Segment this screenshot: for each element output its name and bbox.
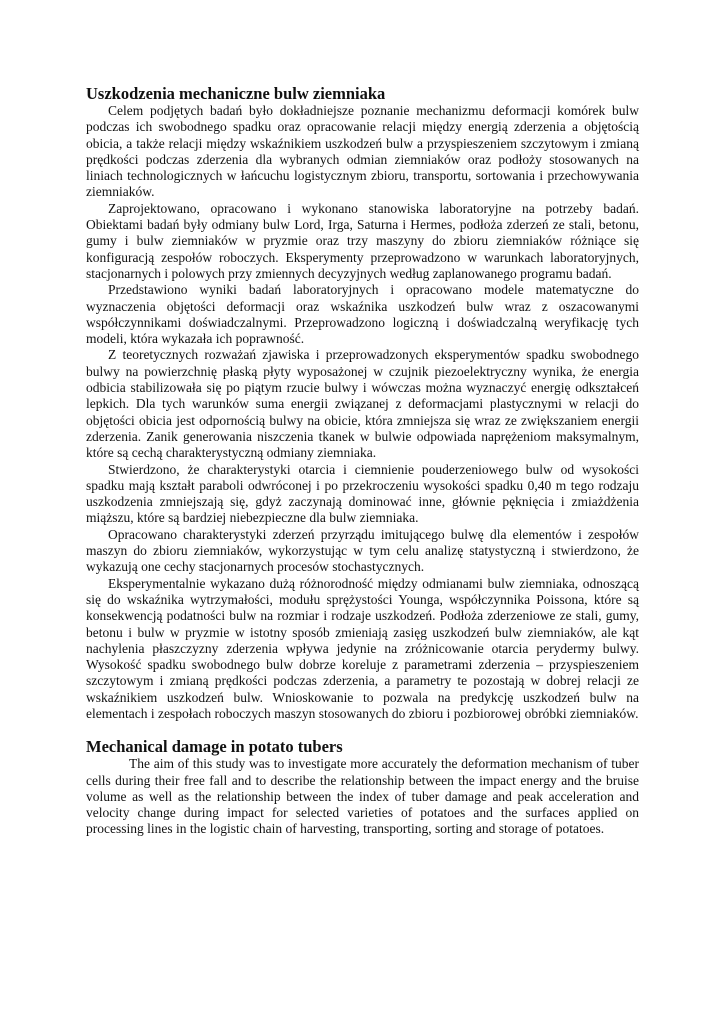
section-title-english: Mechanical damage in potato tubers (86, 737, 343, 757)
document-body (86, 84, 639, 838)
paragraph: Zaprojektowano, opracowano i wykonano stanowiska laboratoryjne na potrzeby badań. Obiektami badań były odmiany bulw Lord, Irga, Saturna i Hermes, podłoża zderzeń ze stali, betonu, gumy i bulw ziemniaków w pryzmie oraz trzy maszyny do zbioru ziemniaków różniące się konfiguracją zespołów roboczych. Eksperymenty przeprowadzono w warunkach laboratoryjnych, stacjonarnych i polowych przy zmiennych decyzyjnych według zaplanowanego programu badań. (86, 200, 639, 281)
paragraph: Z teoretycznych rozważań zjawiska i przeprowadzonych eksperymentów spadku swobodnego bulwy na powierzchnię płaską płyty wyposażonej w czujnik piezoelektryczny wynika, że energia odbicia stabilizowała się po piątym rzucie bulwy i wówczas można wyznaczyć energię odkształceń lepkich. Dla tych warunków suma energii związanej z deformacjami plastycznymi w relacji do objętości obicia jest odpornością bulwy na obicie, która zmniejsza się wraz ze zwiększaniem energii zderzenia. Zanik generowania niszczenia tkanek w bulwie odpowiada naprężeniom maksymalnym, które są cechą charakterystyczną odmiany ziemniaka. (86, 347, 639, 461)
paragraph: Stwierdzono, że charakterystyki otarcia i ciemnienie pouderzeniowego bulw od wysokości spadku mają kształt paraboli odwróconej i po przekroczeniu wysokości spadku 0,40 m tego rodzaju uszkodzenia zmniejszają się, gdyż zaczynają dominować inne, głównie pęknięcia i zmiażdżenia miąższu, które są bardziej niebezpieczne dla bulw ziemniaka. (86, 461, 639, 526)
paragraph: Opracowano charakterystyki zderzeń przyrządu imitującego bulwę dla elementów i zespołów maszyn do zbioru ziemniaków, wykorzystując w tym celu analizę statystyczną i stwierdzono, że wykazują one cechy stacjonarnych procesów stochastycznych. (86, 526, 639, 575)
paragraph: Przedstawiono wyniki badań laboratoryjnych i opracowano modele matematyczne do wyznaczenia objętości deformacji oraz wskaźnika uszkodzeń bulw wraz z oszacowanymi współczynnikami doświadczalnymi. Przeprowadzono logiczną i doświadczalną weryfikację tych modeli, która wykazała ich poprawność. (86, 282, 639, 347)
paragraph: Celem podjętych badań było dokładniejsze poznanie mechanizmu deformacji komórek bulw podczas ich swobodnego spadku oraz opracowanie relacji między energią zderzenia a objętością obicia, a także relacji między wskaźnikiem uszkodzeń bulw a przyspieszeniem szczytowym i zmianą prędkości podczas zderzenia dla wybranych odmian ziemniaków oraz podłoży stosowanych na liniach technologicznych w łańcuchu logistycznym zbioru, transportu, sortowania i przechowywania ziemniaków. (86, 103, 639, 200)
paragraph: Eksperymentalnie wykazano dużą różnorodność między odmianami bulw ziemniaka, odnoszącą się do wskaźnika wytrzymałości, modułu sprężystości Younga, współczynnika Poissona, które są konsekwencją podatności bulw na rozmiar i rodzaje uszkodzeń. Podłoża zderzeniowe ze stali, gumy, betonu i bulw w pryzmie w istotny sposób zmieniają zasięg uszkodzeń bulw ziemniaków, ale kąt nachylenia płaszczyzny zderzenia wpływa jedynie na zróżnicowanie otarcia perydermy bulwy. Wysokość spadku swobodnego bulw dobrze koreluje z parametrami zderzenia – przyspieszeniem szczytowym i zmianą prędkości podczas zderzenia, a parametry te pozostają w dobrej relacji ze wskaźnikiem uszkodzeń bulw. Wnioskowanie to pozwala na predykcję uszkodzeń bulw na elementach i zespołach roboczych maszyn stosowanych do zbioru i pozbiorowej obróbki ziemniaków. (86, 575, 639, 721)
section-title-polish: Uszkodzenia mechaniczne bulw ziemniaka (86, 84, 386, 103)
paragraph: The aim of this study was to investigate more accurately the deformation mechanism of tuber cells during their free fall and to describe the relationship between the impact energy and the bruise volume as well as the relationship between the index of tuber damage and peak acceleration and velocity change during impact for selected varieties of potatoes and the surfaces applied on processing lines in the logistic chain of harvesting, transporting, sorting and storage of potatoes. (86, 756, 639, 837)
